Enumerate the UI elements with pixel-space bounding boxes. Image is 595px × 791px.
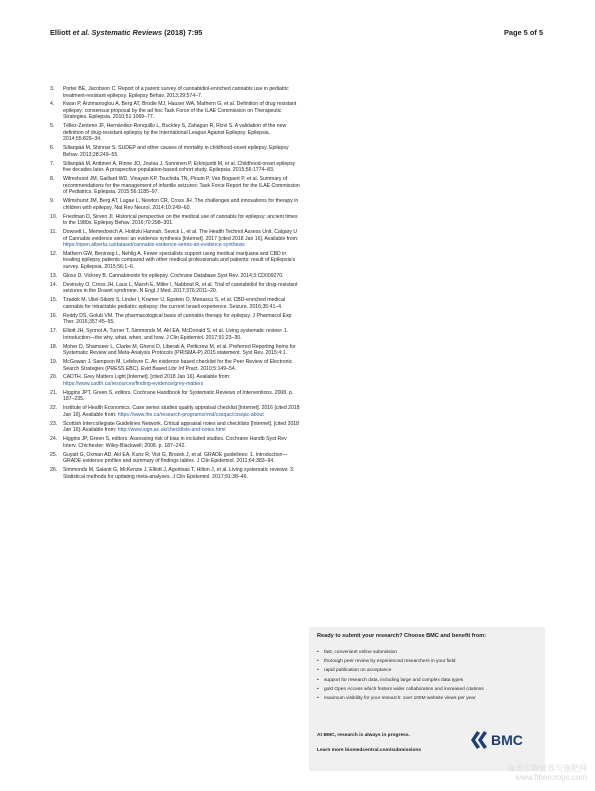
- reference-number: 26.: [50, 467, 58, 474]
- reference-text: [63, 374, 300, 387]
- reference-number: 22.: [50, 405, 58, 412]
- reference-text: [63, 273, 300, 280]
- ad-benefit-item: [317, 666, 484, 675]
- reference-item: [50, 328, 300, 341]
- reference-number: 17.: [50, 328, 58, 335]
- reference-body: Higgins JP, Green S, editors. Assessing risk of bias in included studies. Cochrane Handb Syst Rev Interv. Chichester: Wiley-Blackwell; 2008. p. 187–242.: [63, 436, 287, 449]
- ad-benefit-text: maximum visibility for your research: over 100M website views per year: [324, 696, 476, 702]
- reference-item: [50, 123, 300, 143]
- reference-number: 4.: [50, 101, 55, 108]
- reference-number: 21.: [50, 389, 58, 396]
- reference-body: Tzadok M, Uliel-Siboni S, Linder I, Kramer U, Epstein O, Menascu S, et al. CBD-enriched medical cannabis for intractable pediatric epilepsy: the current Israeli experience. Seizure. 2016;35:41–4.: [63, 297, 285, 310]
- ad-benefit-item: [317, 657, 484, 666]
- reference-body: Kwan P, Arzimanoglou A, Berg AT, Brodie MJ, Hauser WA, Mathern G, et al. Definition of drug resistant epilepsy: consensus proposal by the ad hoc Task Force of the ILAE Commission on Therapeutic Strategies. Epilepsia. 2010;51:1069–77.: [63, 101, 297, 121]
- reference-text: [63, 344, 300, 357]
- reference-link[interactable]: http://www.sign.ac.uk/checklists-and-notes.html: [117, 427, 226, 434]
- bmc-logo-text: BMC: [491, 732, 523, 748]
- reference-body: Reddy DS, Golub VM. The pharmacological basis of cannabis therapy for epilepsy. J Pharmacol Exp Ther. 2016;357:45–55.: [63, 312, 292, 326]
- reference-body: Higgins JPT, Green S, editors. Cochrane Handbook for Systematic Reviews of Interventions. 2008. p. 187–235.: [63, 389, 294, 403]
- ad-learn-more-link[interactable]: Learn more biomedcentral.com/submissions: [317, 748, 422, 753]
- ad-benefit-text: thorough peer review by experienced researchers in your field: [324, 659, 456, 665]
- reference-number: 25.: [50, 451, 58, 458]
- reference-text: [63, 421, 300, 434]
- reference-body: Sillanpää M, Shinnar S. SUDEP and other causes of mortality in childhood-onset epilepsy. Epilepsy Behav. 2013;28:249–55.: [63, 145, 289, 158]
- reference-item: [50, 86, 300, 99]
- reference-number: 7.: [50, 160, 55, 167]
- bmc-logo: [469, 729, 533, 753]
- reference-number: 10.: [50, 213, 58, 220]
- reference-text: [63, 436, 300, 449]
- reference-link[interactable]: https://www.cadth.ca/resources/finding-evidence/grey-matters: [63, 380, 204, 387]
- reference-body: Elliott JH, Synnot A, Turner T, Simmonds M, Akl EA, McDonald S, et al. Living systematic review: 1. Introduction—the why, what, when, and how. J Clin Epidemiol. 2017;91:23–30.: [63, 328, 289, 341]
- reference-text: [63, 161, 300, 174]
- reference-body: Institute of Health Economics. Case series studies quality appraisal checklist [Internet]. 2016 [cited 2018 Jan 16]. Available from:: [63, 405, 300, 418]
- bullet-icon: •: [317, 650, 319, 655]
- reference-number: 11.: [50, 229, 57, 235]
- reference-text: [63, 176, 300, 196]
- reference-item: [50, 297, 300, 310]
- reference-item: [50, 101, 300, 121]
- bullet-icon: •: [317, 686, 319, 692]
- reference-item: [50, 436, 300, 449]
- reference-body: Simmonds M, Salanti G, McKenzie J, Elliott J, Agoritsas T, Hilton J, et al. Living systematic reviews: 3. Statistical methods for updating meta-analyses. J Clin Epidemiol. 2017;91:38–46.: [63, 467, 295, 480]
- page-number: Page 5 of 5: [503, 28, 543, 37]
- reference-item: [50, 282, 300, 295]
- ad-benefit-text: rapid publication on acceptance: [324, 668, 392, 674]
- reference-item: [50, 198, 300, 211]
- reference-text: [63, 452, 300, 465]
- reference-item: [50, 359, 300, 372]
- reference-number: 18.: [50, 343, 58, 350]
- article-citation: [50, 28, 202, 37]
- reference-item: [50, 405, 300, 418]
- reference-body: Guyatt G, Oxman AD, Akl EA, Kunz R, Vist G, Brozek J, et al. GRADE guidelines: 1. Introduction—GRADE evidence profiles and summary of findings tables. J Clin Epidemiol. 2011;64:383–94.: [63, 451, 288, 465]
- watermark-line-2: www.fibercrops.com: [515, 773, 587, 782]
- reference-text: [63, 313, 300, 326]
- reference-link[interactable]: https://www.ihe.ca/research-programs/rmd/cssqac/cssqac-about: [117, 411, 264, 418]
- site-watermark: [507, 764, 587, 782]
- reference-body: Scottish Intercollegiate Guidelines Network. Critical appraisal notes and checklists [Internet]. [cited 2018 Jan 16]. Available from:: [63, 420, 300, 434]
- reference-number: 19.: [50, 359, 58, 365]
- reference-body: Wilmshurst JM, Gaillard WD, Vinayan KP, Tsuchida TN, Plouin P, Van Bogaert P, et al. Summary of recommendations for the management of infantile seizures: Task Force Report for the ILAE Commission of Pediatrics. Epilepsia. 2015;56:1185–97.: [63, 176, 300, 196]
- running-head: [0, 28, 595, 42]
- reference-number: 5.: [50, 123, 55, 130]
- citation-author: Elliott: [50, 28, 71, 37]
- reference-body: Mathern GW, Beninsig L, Nehlig A. Fewer specialists support using medical marijuana and CBD in treating epilepsy patients compared with other medical professionals and patients: result of Epilepsia's survey. Epilepsia. 2015;56:1–6.: [63, 250, 296, 270]
- reference-number: 24.: [50, 436, 58, 443]
- reference-item: [50, 374, 300, 387]
- reference-text: [63, 229, 300, 249]
- reference-body: CADTH. Grey Matters Light [Internet]. [cited 2018 Jan 16]. Available from:: [63, 374, 231, 381]
- reference-item: [50, 145, 300, 158]
- reference-item: [50, 344, 300, 357]
- reference-number: 23.: [50, 420, 58, 427]
- reference-list: [50, 86, 300, 483]
- citation-issue: (2018) 7:95: [162, 28, 203, 37]
- reference-text: [63, 214, 300, 227]
- reference-text: [63, 405, 300, 418]
- reference-text: [63, 359, 300, 372]
- reference-text: [63, 198, 300, 211]
- reference-item: [50, 421, 300, 434]
- bullet-icon: •: [317, 696, 319, 702]
- reference-body: McGowan J, Sampson M, Lefebvre C. An evidence based checklist for the Peer Review of Electronic Search Strategies (PRESS EBC). Evid Based Libr Inf Pract. 2010;5:149–54.: [63, 359, 293, 372]
- reference-body: Porter BE, Jacobson C. Report of a parent survey of cannabidiol-enriched cannabis use in pediatric treatment-resistant epilepsy. Epilepsy Behav. 2013;29:574–7.: [63, 86, 289, 99]
- bmc-advertisement: [309, 627, 545, 771]
- reference-number: 15.: [50, 297, 58, 304]
- reference-text: [63, 86, 300, 99]
- reference-number: 20.: [50, 374, 58, 381]
- reference-text: [63, 328, 300, 341]
- reference-number: 3.: [50, 86, 55, 92]
- reference-body: Friedman D, Sirven JI. Historical perspective on the medical use of cannabis for epilepsy: ancient times to the 1980s. Epilepsy Behav. 2016;70:298–301.: [63, 213, 298, 227]
- bullet-icon: •: [317, 677, 319, 683]
- reference-item: [50, 467, 300, 480]
- reference-item: [50, 176, 300, 196]
- reference-text: [63, 390, 300, 403]
- reference-body: Gloss D, Vickrey B. Cannabinoids for epilepsy. Cochrane Database Syst Rev. 2014;3:CD009270.: [63, 272, 284, 279]
- reference-item: [50, 390, 300, 403]
- reference-text: [63, 101, 300, 121]
- reference-body: Sillanpää M, Anttinen A, Rinne JO, Joutsa J, Sonninen P, Erkinjuntti M, et al. Childhood-onset epilepsy five decades later. A prospective population-based cohort study. Epilepsia. 2015;56:1774–83.: [63, 160, 296, 174]
- reference-number: 12.: [50, 250, 58, 257]
- reference-number: 16.: [50, 312, 58, 319]
- reference-body: Devinsky O, Cross JH, Laux L, Marsh E, Miller I, Nabbout R, et al. Trial of cannabidiol for drug-resistant seizures in the Dravet syndrome. N Engl J Med. 2017;376:2011–20.: [63, 281, 298, 295]
- reference-number: 13.: [50, 272, 58, 279]
- ad-tagline: At BMC, research is always in progress.: [317, 733, 410, 738]
- watermark-line-1: 麻类作物营养与施肥网: [507, 764, 587, 773]
- reference-text: [63, 282, 300, 295]
- ad-headline: Ready to submit your research? Choose BMC and benefit from:: [317, 633, 487, 639]
- reference-text: [63, 467, 300, 480]
- reference-text: [63, 251, 300, 271]
- ad-benefit-text: fast, convenient online submission: [324, 650, 398, 655]
- ad-benefit-text: gold Open Access which fosters wider collaboration and increased citations: [324, 686, 484, 692]
- reference-body: Téllez-Zenteno JF, Hernández-Ronquillo L, Buckley S, Zahagun R, Rizvi S. A validation of the new definition of drug-resistant epilepsy by the International League Against Epilepsy. Epilepsia. 2014;55:829–34.: [63, 123, 287, 143]
- reference-item: [50, 251, 300, 271]
- reference-body: Dowsett L, Memedovich A, Holitzki Hannah, Sevick L, et al. The Health Technol Assess Unit, Calgary U of Cannabis evidence series: an evidence synthesis [Internet]. 2017 [cited 2018 Jan 16]. Available from:: [63, 229, 299, 242]
- reference-number: 14.: [50, 281, 58, 288]
- reference-item: [50, 229, 300, 249]
- reference-number: 8.: [50, 176, 55, 183]
- ad-benefit-text: support for research data, including large and complex data types: [324, 677, 464, 683]
- bmc-logo-icon: [469, 729, 533, 751]
- citation-journal: et al. Systematic Reviews: [70, 28, 163, 37]
- reference-text: [63, 297, 300, 310]
- ad-benefit-item: [317, 694, 484, 703]
- reference-text: [63, 145, 300, 158]
- bullet-icon: •: [317, 668, 319, 674]
- reference-text: [63, 123, 300, 143]
- ad-benefit-item: [317, 648, 484, 657]
- reference-body: Moher D, Shamseer L, Clarke M, Ghersi D, Liberati A, Petticrew M, et al. Preferred Reporting Items for Systematic Review and Meta-Analysis Protocols (PRISMA-P) 2015 statement. Syst Rev. 2015;4:1.: [63, 343, 296, 357]
- reference-item: [50, 273, 300, 280]
- reference-number: 9.: [50, 198, 55, 205]
- reference-item: [50, 452, 300, 465]
- reference-item: [50, 214, 300, 227]
- reference-item: [50, 313, 300, 326]
- reference-link[interactable]: https://open.alberta.ca/dataset/cannabis-evidence-series-an-evidence-synthesis: [63, 242, 245, 248]
- bullet-icon: •: [317, 659, 319, 665]
- ad-benefit-item: [317, 676, 484, 685]
- ad-benefit-item: [317, 685, 484, 694]
- ad-benefits-list: [317, 648, 484, 703]
- reference-item: [50, 161, 300, 174]
- reference-body: Wilmshurst JM, Berg AT, Lagae L, Newton CR, Cross JH. The challenges and innovations for therapy in children with epilepsy. Nat Rev Neurol. 2014;10:249–60.: [63, 198, 299, 211]
- reference-number: 6.: [50, 145, 55, 152]
